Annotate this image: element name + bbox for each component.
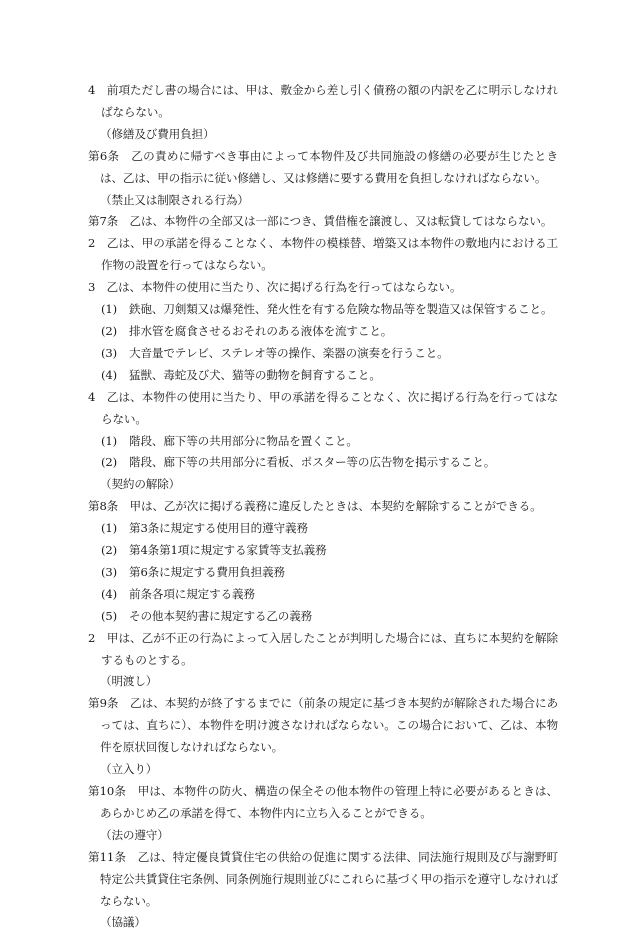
article-paragraph: 第9条 乙は、本契約が終了するまでに（前条の規定に基づき本契約が解除された場合にあっては、直ちに）、本物件を明け渡さなければならない。この場合において、乙は、本物件を原状回復しなければならない。 <box>88 696 558 755</box>
article-heading: （禁止又は制限される行為） <box>100 192 249 207</box>
item-text: 大音量でテレビ、ステレオ等の操作、楽器の演奏を行うこと。 <box>129 345 449 360</box>
item-number: (3) <box>101 564 117 579</box>
list-item <box>88 606 558 628</box>
list-item <box>88 299 558 321</box>
item-text: 第4条第1項に規定する家賃等支払義務 <box>129 543 327 558</box>
item-number: (2) <box>101 543 117 558</box>
item-number: (1) <box>101 433 117 448</box>
item-text: その他本契約書に規定する乙の義務 <box>129 608 313 623</box>
article-paragraph: 第8条 甲は、乙が次に掲げる義務に違反したときは、本契約を解除することができる。 <box>88 499 542 514</box>
article-paragraph: 第6条 乙の責めに帰すべき事由によって本物件及び共同施設の修繕の必要が生じたときは、乙は、甲の指示に従い修繕し、又は修繕に要する費用を負担しなければならない。 <box>88 148 558 185</box>
item-number: (5) <box>101 608 117 623</box>
article-paragraph: 第11条 乙は、特定優良賃貸住宅の供給の促進に関する法律、同法施行規則及び与謝野町特定公共賃貸住宅条例、同条例施行規則並びにこれらに基づく甲の指示を遵守しなければならない。 <box>88 849 558 908</box>
list-item <box>88 343 558 365</box>
list-item <box>88 518 558 540</box>
item-number: (3) <box>101 345 117 360</box>
item-number: (4) <box>101 367 117 382</box>
item-text: 猛獣、毒蛇及び犬、猫等の動物を飼育すること。 <box>129 367 381 382</box>
article-heading: （契約の解除） <box>100 477 181 492</box>
numbered-paragraph: 3 乙は、本物件の使用に当たり、次に掲げる行為を行ってはならない。 <box>88 280 462 295</box>
article-heading: （明渡し） <box>100 674 158 689</box>
article-heading: （修繕及び費用負担） <box>100 126 215 141</box>
item-text: 排水管を腐食させるおそれのある液体を流すこと。 <box>129 323 393 338</box>
item-number: (2) <box>101 323 117 338</box>
item-text: 鉄砲、刀剣類又は爆発性、発火性を有する危険な物品等を製造又は保管すること。 <box>129 302 553 317</box>
item-number: (1) <box>101 521 117 536</box>
list-item <box>88 540 558 562</box>
article-heading: （協議） <box>100 915 146 930</box>
list-item <box>88 321 558 343</box>
numbered-paragraph: 4 乙は、本物件の使用に当たり、甲の承諾を得ることなく、次に掲げる行為を行ってはならない。 <box>88 389 558 426</box>
list-item <box>88 452 558 474</box>
article-heading: （法の遵守） <box>100 827 169 842</box>
numbered-paragraph: 2 甲は、乙が不正の行為によって入居したことが判明した場合には、直ちに本契約を解除するものとする。 <box>88 630 558 667</box>
article-paragraph: 第10条 甲は、本物件の防火、構造の保全その他本物件の管理上特に必要があるときは、あらかじめ乙の承諾を得て、本物件内に立ち入ることができる。 <box>88 784 558 820</box>
document-body <box>88 80 558 934</box>
numbered-paragraph: 4 前項ただし書の場合には、甲は、敷金から差し引く債務の額の内訳を乙に明示しなければならない。 <box>88 83 558 119</box>
item-number: (2) <box>101 455 117 470</box>
item-text: 第6条に規定する費用負担義務 <box>129 564 285 579</box>
article-paragraph: 第7条 乙は、本物件の全部又は一部につき、賃借権を譲渡し、又は転貸してはならない。 <box>88 214 553 229</box>
item-text: 階段、廊下等の共用部分に物品を置くこと。 <box>129 433 358 448</box>
list-item <box>88 365 558 387</box>
item-number: (4) <box>101 586 117 601</box>
item-text: 前条各項に規定する義務 <box>129 586 255 601</box>
list-item <box>88 431 558 453</box>
list-item <box>88 562 558 584</box>
list-item <box>88 584 558 606</box>
numbered-paragraph: 2 乙は、甲の承諾を得ることなく、本物件の模様替、増築又は本物件の敷地内における工作物の設置を行ってはならない。 <box>88 236 558 273</box>
item-number: (1) <box>101 302 117 317</box>
article-heading: （立入り） <box>100 762 158 777</box>
item-text: 第3条に規定する使用目的遵守義務 <box>129 521 308 536</box>
item-text: 階段、廊下等の共用部分に看板、ポスター等の広告物を掲示すること。 <box>129 455 496 470</box>
